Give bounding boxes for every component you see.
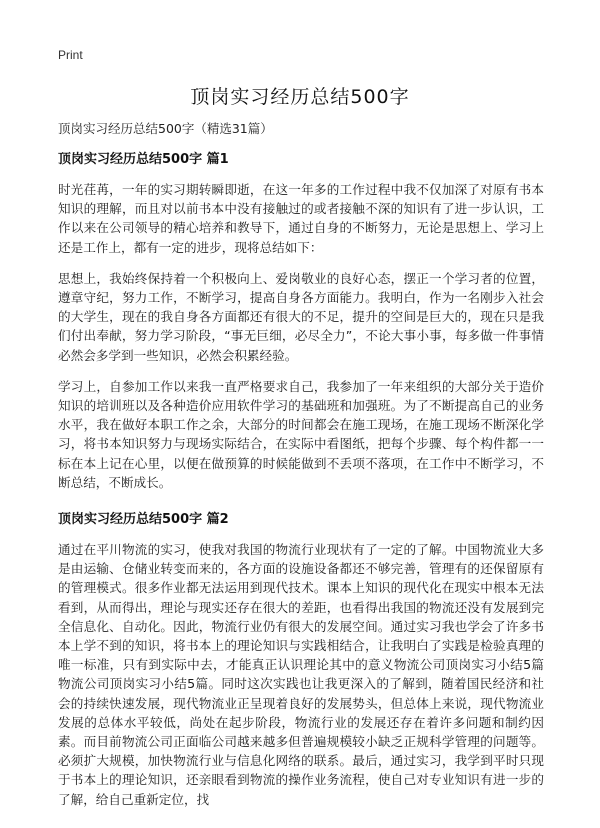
section-heading: 顶岗实习经历总结500字 篇2 xyxy=(58,512,229,528)
section-2 xyxy=(58,508,544,809)
section-1 xyxy=(58,148,544,492)
paragraph: 通过在平川物流的实习，使我对我国的物流行业现状有了一定的了解。中国物流业大多是由运输、仓储业转变而来的，各方面的设施设备都还不够完善，管理有的还保留原有的管理模式。很多作业都无法运用到现代技术。课本上知识的现代化在现实中根本无法看到，从而得出，理论与现实还存在很大的差距，也看得出我国的物流还没有发展到完全信息化、自动化。因此，物流行业仍有很大的发展空间。通过实习我也学会了许多书本上学不到的知识，将书本上的理论知识与实践相结合，让我明白了实践是检验真理的唯一标准，只有到实际中去，才能真正认识理论其中的意义物流公司顶岗实习小结5篇物流公司顶岗实习小结5篇。同时这次实践也让我更深入的了解到，随着国民经济和社会的持续快速发展，现代物流业正呈现着良好的发展势头，但总体上来说，现代物流业发展的总体水平较低，尚处在起步阶段，物流行业的发展还存在着许多问题和制约因素。而目前物流公司正面临公司越来越多但普遍规模较小缺乏正规科学管理的问题等。必须扩大规模，加快物流行业与信息化网络的联系。最后，通过实习，我学到平时只现于书本上的理论知识，还亲眼看到物流的操作业务流程，使自己对专业知识有进一步的了解，给自己重新定位，找 xyxy=(58,542,544,807)
section-heading: 顶岗实习经历总结500字 篇1 xyxy=(58,152,229,167)
document-body xyxy=(58,148,544,821)
page-title: 顶岗实习经历总结500字 xyxy=(190,86,410,108)
paragraph: 学习上，自参加工作以来我一直严格要求自己，我参加了一年来组织的大部分关于造价知识的培训班以及各种造价应用软件学习的基础班和加强班。为了不断提高自己的业务水平，我在做好本职工作之余，大部分的时间都会在施工现场，在施工现场不断深化学习，将书本知识努力与现场实际结合，在实际中看图纸，把每个步骤、每个构件都一一标在本上记在心里，以便在做预算的时候能做到不丢项不落项，在工作中不断学习，不断总结，不断成长。 xyxy=(58,378,544,490)
paragraph: 思想上，我始终保持着一个积极向上、爱岗敬业的良好心态，摆正一个学习者的位置，遵章守纪，努力工作，不断学习，提高自身各方面能力。我明白，作为一名刚步入社会的大学生，现在的我自身各方面都还有很大的不足，提升的空间是巨大的，现在只是我们付出奉献，努力学习阶段，“事无巨细，必尽全力”，不论大事小事，每多做一件事情必然会多学到一些知识，必然会积累经验。 xyxy=(58,270,544,363)
page-subtitle: 顶岗实习经历总结500字（精选31篇） xyxy=(58,121,273,136)
print-label[interactable]: Print xyxy=(58,48,83,62)
paragraph: 时光荏苒，一年的实习期转瞬即逝，在这一年多的工作过程中我不仅加深了对原有书本知识的理解，而且对以前书本中没有接触过的或者接触不深的知识有了进一步认识，工作以来在公司领导的精心培养和教导下，通过自身的不断努力，无论是思想上、学习上还是工作上，都有一定的进步，现将总结如下： xyxy=(58,182,544,255)
